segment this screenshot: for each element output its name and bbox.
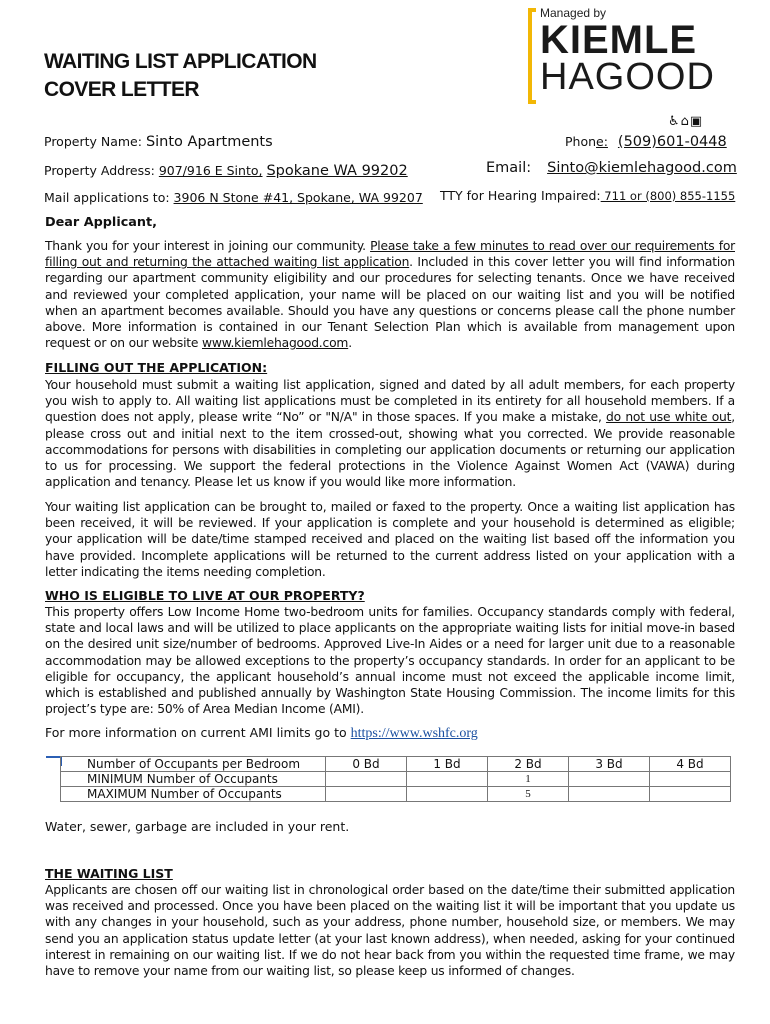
table-cell — [326, 772, 407, 787]
document-title — [44, 48, 317, 104]
filling-paragraph-1 — [45, 377, 735, 490]
tty-value: 711 or (800) 855-1155 — [600, 189, 736, 203]
mail-label: Mail applications to: — [44, 190, 170, 205]
logo-line-1: KIEMLE — [540, 18, 698, 62]
logo-accent-bar — [528, 8, 532, 104]
mail-address-row — [44, 190, 423, 206]
ami-row — [45, 725, 478, 742]
eligible-text: This property offers Low Income Home two-bedroom units for families. Occupancy standards comply with federal, state and local laws and will be utilized to place applicants on the appropriate waiting lists for initial move-in based on the desired unit size/number of bedrooms. Approved Live-In Aides or a need for larger unit due to a reasonable accommodation may be allowed exceptions to the property’s occupancy standards. In order for an applicant to be eligible for occupancy, the applicant household’s annual income must not exceed the applicable income limit, which is established and published annually by Washington State Housing Commission. The income limits for this project’s type are: 50% of Area Median Income (AMI). — [45, 605, 735, 717]
property-address-value-a: 907/916 E Sinto, — [158, 163, 263, 178]
filling-heading: FILLING OUT THE APPLICATION: — [45, 360, 268, 375]
mail-value: 3906 N Stone #41, Spokane, WA 99207 — [173, 190, 423, 205]
table-header-cell: Number of Occupants per Bedroom — [61, 757, 326, 772]
email-value[interactable]: Sinto@kiemlehagood.com — [547, 160, 737, 176]
logo-accent-top — [528, 8, 536, 12]
phone-label-b: e: — [596, 134, 608, 149]
table-cell — [569, 787, 650, 802]
email-row — [486, 160, 737, 176]
filling-text-b: do not use white out — [606, 410, 732, 425]
property-address-value-b: Spokane WA 99202 — [266, 163, 408, 179]
ami-text: For more information on current AMI limits go to — [45, 725, 351, 740]
table-header-row — [61, 757, 731, 772]
waiting-paragraph — [45, 882, 735, 979]
waiting-text: Applicants are chosen off our waiting list in chronological order based on the date/time their submitted application was received and processed. Once you have been placed on the waiting list it will be important that you update us with any changes in your household, such as your address, phone number, household size, or members. We may send you an application status update letter (at your last known address), when needed, asking for your continued interest in remaining on our waiting list. If we do not hear back from you within the requested time frame, we may have to remove your name from our waiting list, so please keep us informed of changes. — [45, 883, 735, 979]
property-name-value: Sinto Apartments — [145, 134, 273, 150]
intro-text-a: Thank you for your interest in joining our community. — [45, 239, 371, 253]
property-address-row — [44, 163, 408, 179]
waiting-heading: THE WAITING LIST — [45, 866, 173, 881]
intro-text-c: . Included in this cover letter you will find information regarding our apartment community eligibility and our procedures for selecting tenants. Once we have received and reviewed your completed application, your name will be placed on our waiting list and you will be notified when an apartment becomes available. Should you have any questions or concerns please call the phone number above. More information is contained in our Tenant Selection Plan which is available from management upon request or on our website — [45, 255, 735, 351]
title-line-2: COVER LETTER — [44, 78, 199, 101]
tty-label: TTY for Hearing Impaired: — [440, 188, 601, 203]
greeting: Dear Applicant, — [45, 215, 158, 230]
website-link[interactable]: www.kiemlehagood.com — [202, 336, 349, 351]
table-cell — [650, 772, 731, 787]
ami-link[interactable]: https://www.wshfc.org — [350, 726, 478, 741]
phone-label-a: Phon — [565, 134, 597, 149]
table-cell: 5 — [488, 787, 569, 802]
phone-value: (509)601-0448 — [617, 134, 727, 150]
table-row-label: MAXIMUM Number of Occupants — [61, 787, 326, 802]
logo-line-2: HAGOOD — [540, 56, 715, 98]
logo-managed-by: Managed by — [540, 6, 607, 20]
table-row — [61, 787, 731, 802]
table-header-cell: 0 Bd — [326, 757, 407, 772]
occupancy-table — [60, 756, 731, 802]
filling-text-2: Your waiting list application can be brought to, mailed or faxed to the property. Once a waiting list application has been received, it will be reviewed. If your application is complete and your household is determined as eligible; your application will be date/time stamped received and placed on the waiting list based off the information you have provided. Incomplete applications will be returned to the current address listed on your application with a letter indicating the items needing completion. — [45, 500, 735, 579]
phone-row — [565, 134, 727, 150]
table-header-cell: 2 Bd — [488, 757, 569, 772]
filling-paragraph-2 — [45, 499, 735, 580]
title-line-1: WAITING LIST APPLICATION — [44, 50, 317, 73]
table-row-label: MINIMUM Number of Occupants — [61, 772, 326, 787]
table-cell — [407, 787, 488, 802]
tty-row — [440, 188, 735, 204]
table-cell — [407, 772, 488, 787]
utilities-note: Water, sewer, garbage are included in your rent. — [45, 819, 350, 834]
table-cell — [650, 787, 731, 802]
property-name-label: Property Name: — [44, 134, 142, 149]
table-header-cell: 1 Bd — [407, 757, 488, 772]
table-row — [61, 772, 731, 787]
intro-text-e: . — [348, 336, 352, 351]
eligible-paragraph — [45, 604, 735, 717]
filling-text-a: Your household must submit a waiting list application, signed and dated by all adult members, for each property you wish to apply to. All waiting list applications must be completed in its entirety for all household members. If a question does not apply, please write “No” or "N/A" in those spaces. If you make a mistake, — [45, 378, 735, 425]
table-cell: 1 — [488, 772, 569, 787]
table-header-cell: 3 Bd — [569, 757, 650, 772]
accessibility-fair-housing-icon: ♿⌂▣ — [668, 114, 704, 129]
email-label: Email: — [486, 160, 532, 176]
table-cell — [569, 772, 650, 787]
property-address-label: Property Address: — [44, 163, 155, 178]
logo-accent-bottom — [528, 100, 536, 104]
property-name-row — [44, 134, 273, 150]
eligible-heading: WHO IS ELIGIBLE TO LIVE AT OUR PROPERTY? — [45, 588, 365, 603]
table-cell — [326, 787, 407, 802]
intro-text-b: Please take a few minutes to read over our requirements for filling out and returning the attached waiting list application — [45, 239, 735, 270]
filling-text-c: , please cross out and initial next to the item crossed-out, showing what you corrected. We provide reasonable accommodations for persons with disabilities in completing our application documents or returning our application to us for processing. We support the federal protections in the Violence Against Women Act (VAWA) during application and tenancy. Please let us know if you would like more information. — [45, 410, 735, 490]
table-header-cell: 4 Bd — [650, 757, 731, 772]
intro-paragraph — [45, 238, 735, 351]
